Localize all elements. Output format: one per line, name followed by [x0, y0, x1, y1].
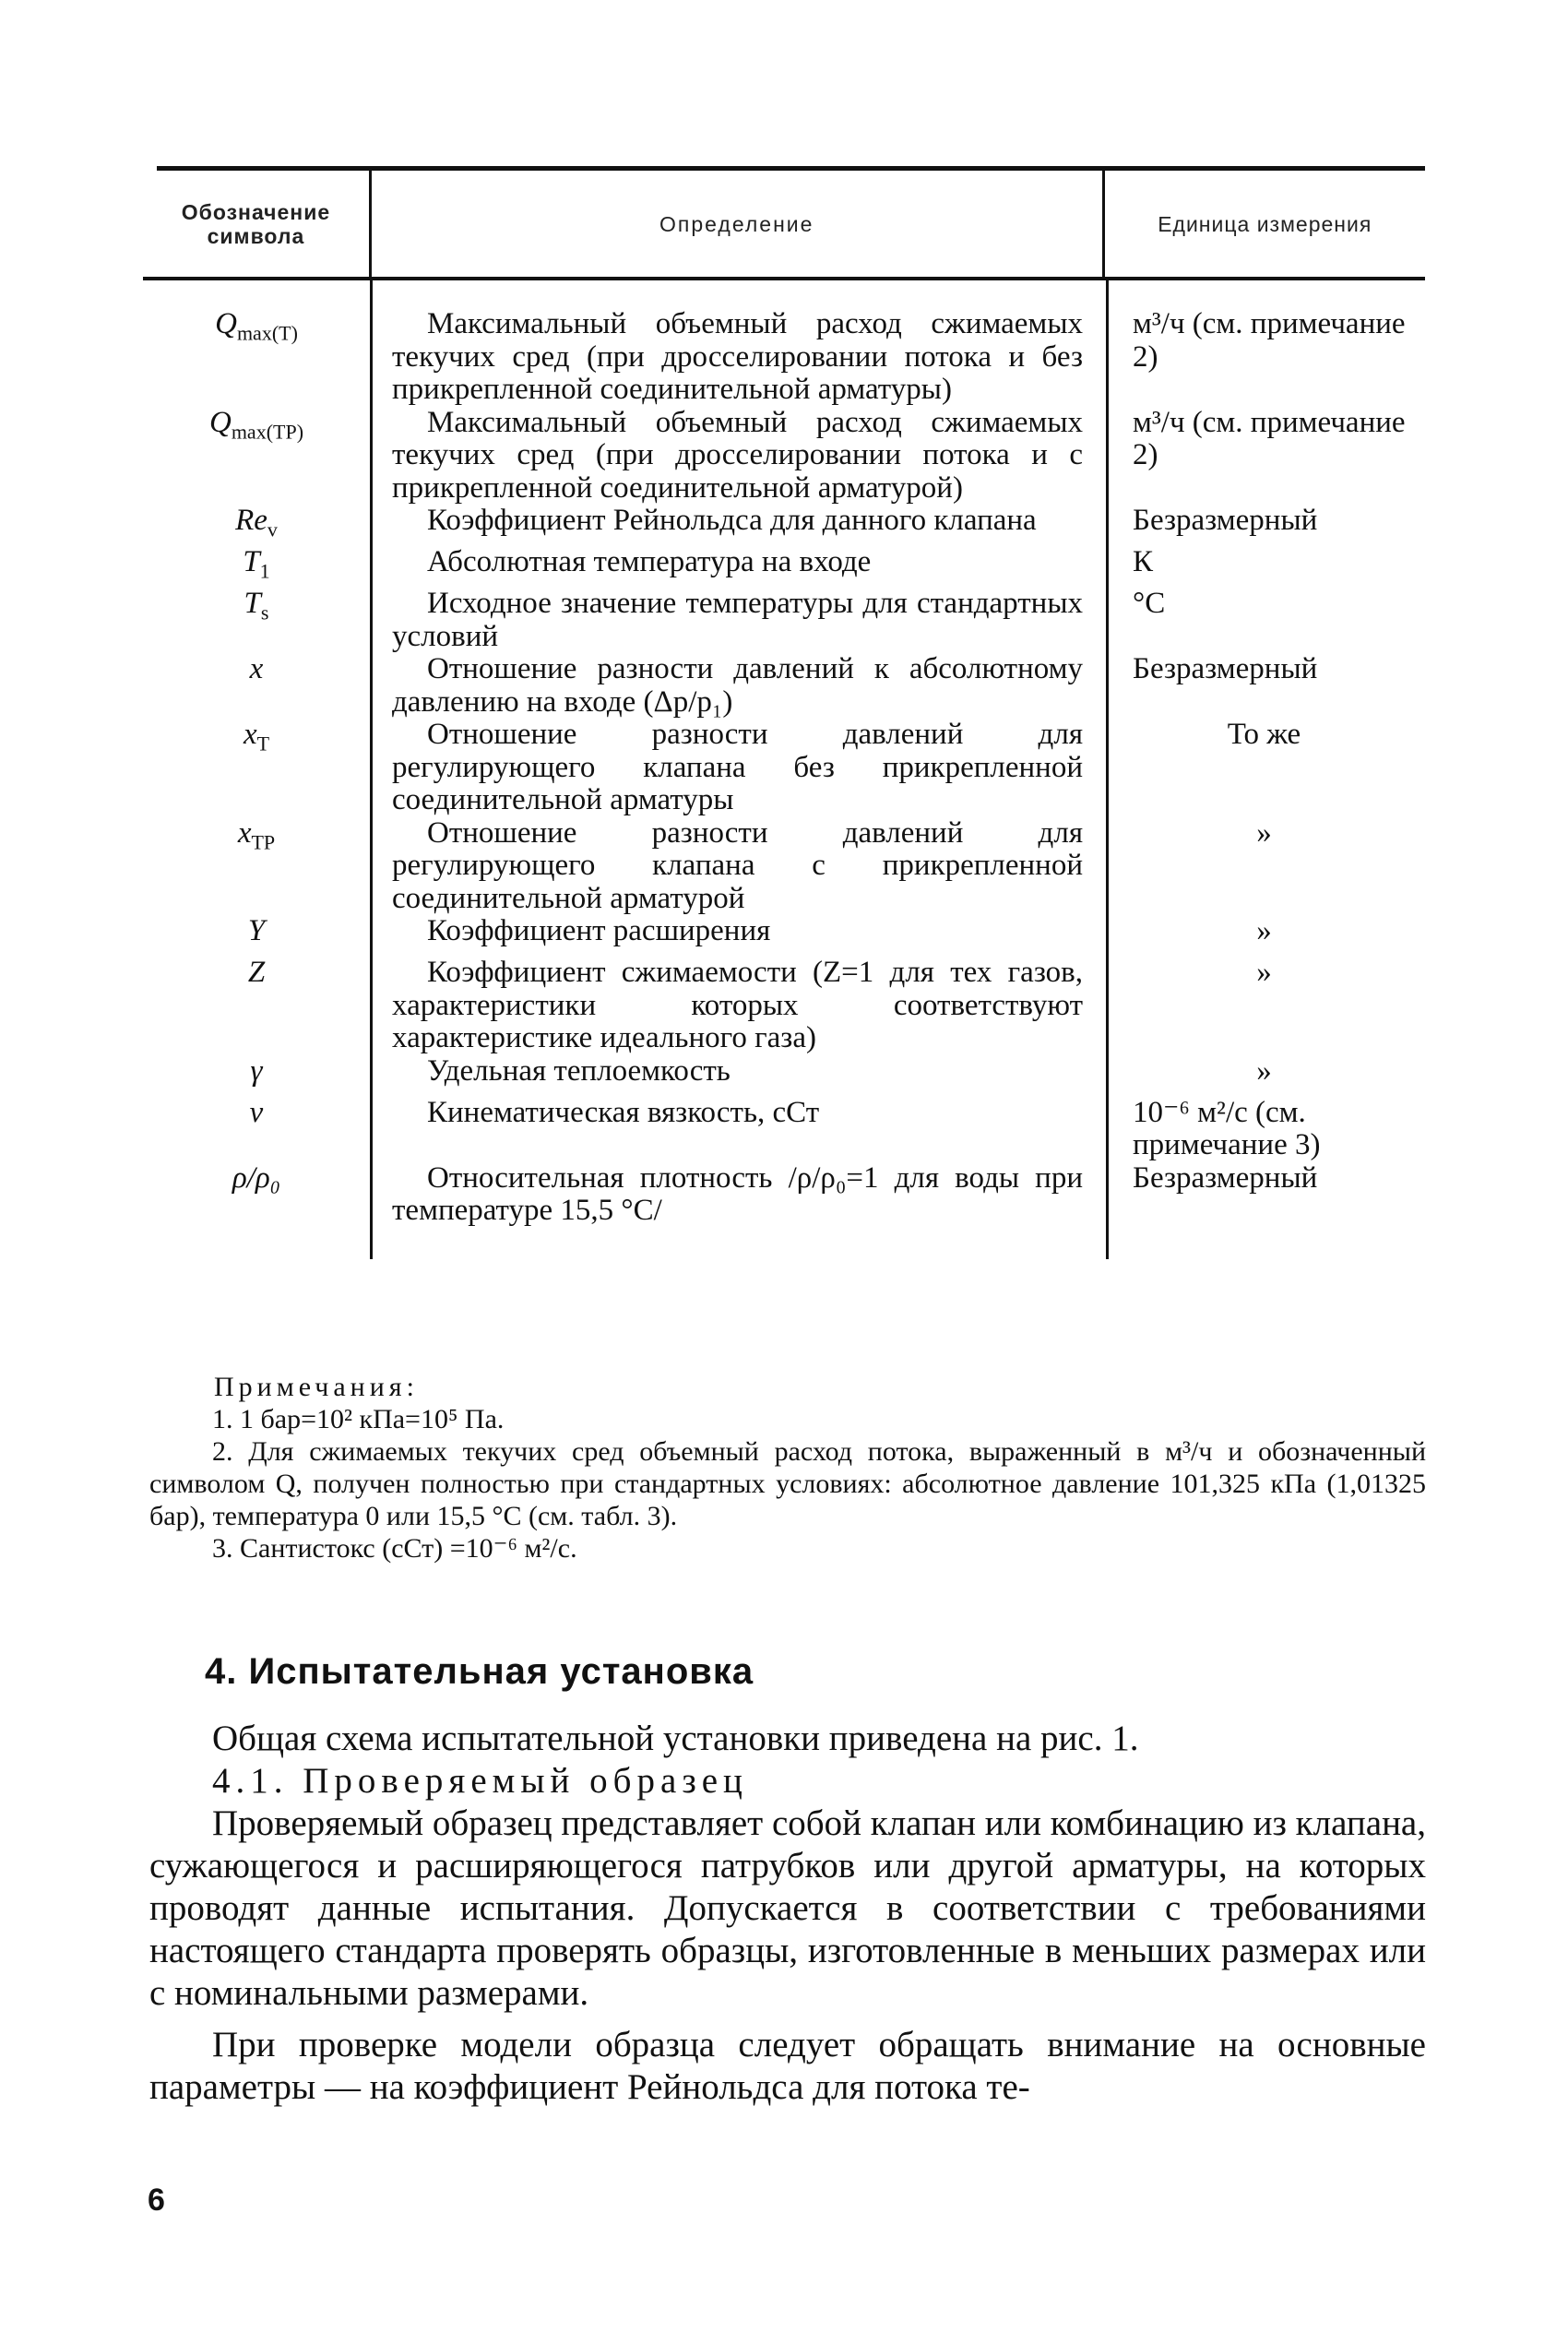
row-unit: »	[1256, 1053, 1272, 1088]
symbol-main: T	[244, 587, 261, 621]
symbol-main: v	[249, 1095, 264, 1129]
row-unit: °C	[1133, 587, 1166, 621]
row-unit: Безразмерный	[1133, 504, 1318, 537]
table-row	[143, 505, 1425, 546]
note-item: 2. Для сжимаемых текучих сред объемный расход потока, выраженный в м³/ч и обозначенный символом Q, получен полностью при стандартных условиях: абсолютное давление 101,325 кПа (1,01325 бар), температура 0 или 15,5 °C (см. табл. 3).	[149, 1436, 1426, 1531]
symbol-subscript: max(T)	[236, 321, 298, 345]
row-definition: Максимальный объемный расход сжимаемых текучих сред (при дросселировании потока и с прикрепленной соединительной арматурой)	[392, 405, 1083, 505]
symbol-main: T	[243, 545, 260, 579]
row-symbol	[143, 915, 370, 957]
paragraph: При проверке модели образца следует обращать внимание на основные параметры — на коэффициент Рейнольдса для потока те-	[149, 2025, 1426, 2107]
row-unit: »	[1256, 914, 1272, 948]
row-unit: К	[1133, 545, 1154, 579]
table-row	[143, 957, 1425, 1055]
row-symbol	[143, 1162, 370, 1228]
paragraph: Проверяемый образец представляет собой клапан или комбинацию из клапана, сужающегося и расширяющегося патрубков или другой арматуры, на которых проводят данные испытания. Допускается в соответствии с требованиями настоящего стандарта проверять образцы, изготовленные в меньших размерах или с номинальными размерами.	[149, 1803, 1426, 2013]
row-unit: м³/ч (см. примечание 2)	[1133, 405, 1406, 471]
table-row	[143, 653, 1425, 719]
symbol-subscript: v	[267, 518, 278, 541]
row-definition: Отношение разности давлений к абсолютному давлению на входе (Δp/p₁)	[392, 652, 1083, 719]
symbol-subscript: max(ТР)	[231, 420, 304, 444]
row-definition: Максимальный объемный расход сжимаемых текучих сред (при дросселировании потока и без прикрепленной соединительной арматуры)	[392, 307, 1083, 406]
row-symbol	[143, 719, 370, 817]
symbol-main: x	[243, 718, 257, 752]
header-definition: Определение	[369, 171, 1102, 277]
table-row	[143, 308, 1425, 407]
row-symbol	[143, 1097, 370, 1162]
table-header	[143, 171, 1425, 280]
notes-title: Примечания:	[214, 1372, 419, 1402]
table-row	[143, 719, 1425, 817]
table-body	[143, 280, 1425, 1259]
row-unit: м³/ч (см. примечание 2)	[1133, 307, 1406, 374]
column-divider	[1106, 280, 1109, 1259]
table-row	[143, 1162, 1425, 1228]
section-body	[149, 1718, 1426, 2109]
table-row	[143, 915, 1425, 957]
row-definition: Коэффициент Рейнольдса для данного клапана	[427, 504, 1037, 537]
symbol-subscript: s	[260, 601, 269, 625]
row-definition: Кинематическая вязкость, сСт	[427, 1095, 820, 1129]
row-symbol	[143, 817, 370, 916]
table-row	[143, 407, 1425, 506]
symbol-main: ρ/ρ₀	[232, 1160, 281, 1195]
table-row	[143, 1055, 1425, 1097]
symbol-main: Re	[235, 504, 267, 537]
row-unit: »	[1256, 956, 1272, 990]
header-symbol: Обозначение символа	[181, 199, 331, 248]
row-definition: Отношение разности давлений для регулирующего клапана без прикрепленной соединительной арматуры	[392, 718, 1083, 817]
column-divider	[370, 280, 373, 1259]
table-row	[143, 588, 1425, 653]
row-unit: Безразмерный	[1133, 652, 1318, 686]
table-row	[143, 546, 1425, 588]
row-definition: Относительная плотность /ρ/ρ₀=1 для воды при температуре 15,5 °C/	[392, 1160, 1083, 1228]
row-definition: Исходное значение температуры для стандартных условий	[392, 587, 1083, 653]
symbol-subscript: 1	[259, 559, 270, 583]
note-item: 1. 1 бар=10² кПа=10⁵ Па.	[212, 1404, 505, 1434]
subsection-title: 4.1. Проверяемый образец	[212, 1761, 748, 1801]
row-symbol	[143, 308, 370, 407]
row-unit: 10⁻⁶ м²/с (см. примечание 3)	[1133, 1095, 1321, 1162]
section-title: 4. Испытательная установка	[205, 1651, 754, 1692]
row-symbol	[143, 588, 370, 653]
row-symbol	[143, 1055, 370, 1097]
symbol-subscript: T	[256, 732, 270, 756]
row-definition: Коэффициент сжимаемости (Z=1 для тех газов, характеристики которых соответствуют характеристике идеального газа)	[392, 956, 1083, 1055]
row-symbol	[143, 653, 370, 719]
symbol-main: γ	[250, 1053, 263, 1088]
row-definition: Отношение разности давлений для регулирующего клапана с прикрепленной соединительной арматурой	[392, 815, 1083, 915]
symbol-subscript: TP	[251, 830, 276, 854]
notes	[149, 1371, 1426, 1565]
row-symbol	[143, 407, 370, 506]
symbol-main: Y	[247, 914, 266, 948]
row-symbol	[143, 957, 370, 1055]
symbol-main: Q	[208, 405, 232, 439]
table-row	[143, 817, 1425, 916]
row-symbol	[143, 546, 370, 588]
page-number: 6	[148, 2183, 165, 2218]
symbol-main: x	[237, 815, 252, 850]
note-item: 3. Сантистокс (сСт) =10⁻⁶ м²/с.	[212, 1533, 577, 1564]
row-definition: Коэффициент расширения	[427, 914, 771, 948]
symbol-main: x	[249, 652, 264, 686]
row-unit: »	[1256, 815, 1272, 850]
row-unit: Безразмерный	[1133, 1160, 1318, 1195]
table-row	[143, 1097, 1425, 1162]
row-unit: То же	[1227, 718, 1301, 752]
symbol-main: Z	[247, 956, 266, 990]
row-symbol	[143, 505, 370, 546]
row-definition: Абсолютная температура на входе	[427, 545, 872, 579]
symbols-table	[143, 166, 1425, 1259]
header-unit: Единица измерения	[1102, 171, 1426, 277]
section-intro: Общая схема испытательной установки приведена на рис. 1.	[212, 1719, 1139, 1758]
symbol-main: Q	[215, 307, 237, 340]
row-definition: Удельная теплоемкость	[427, 1053, 731, 1088]
